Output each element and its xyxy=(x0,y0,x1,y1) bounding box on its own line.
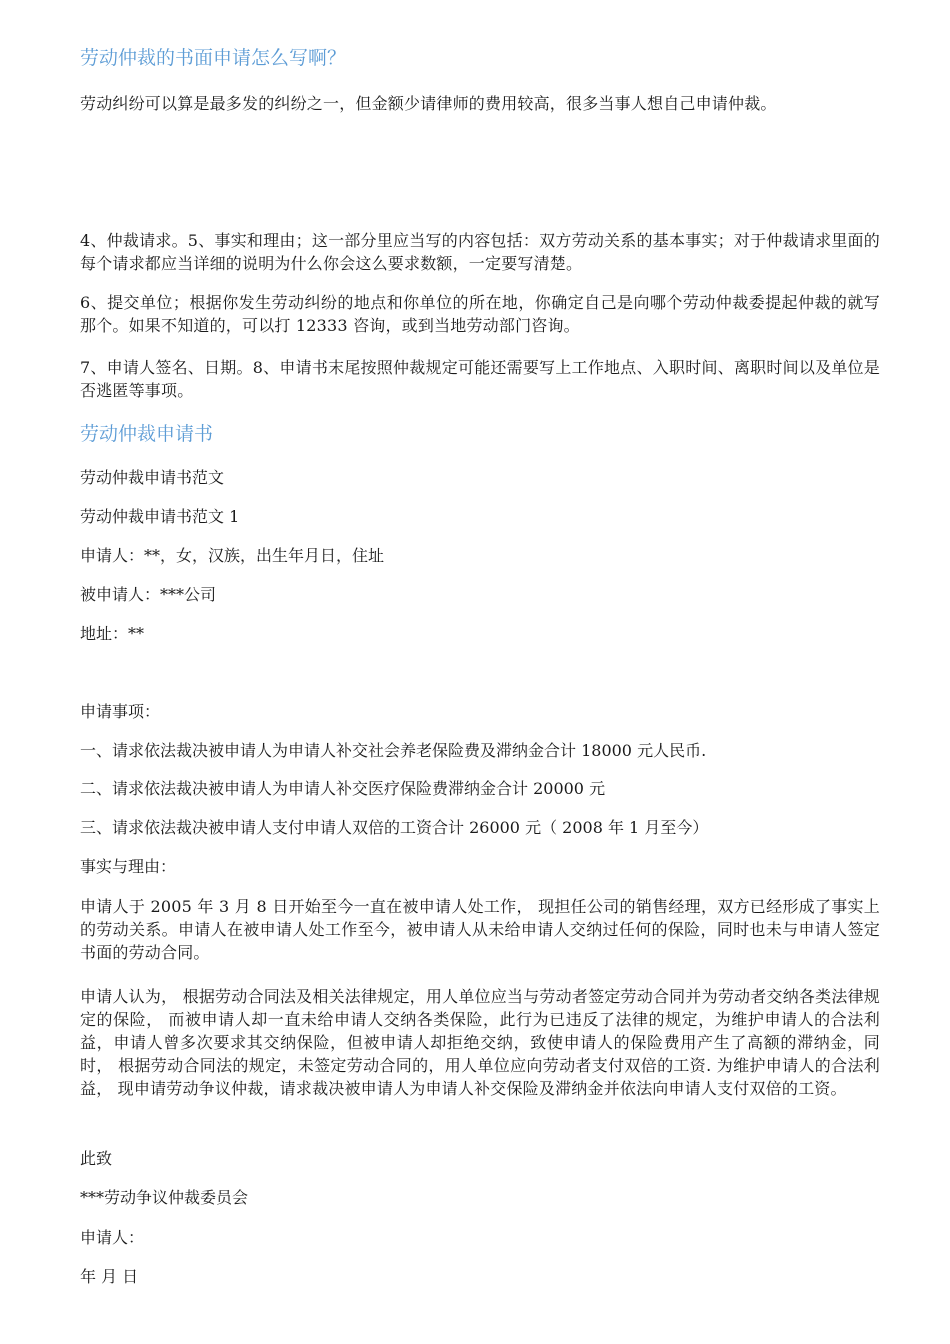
intro-paragraph: 劳动纠纷可以算是最多发的纠纷之一，但金额少请律师的费用较高，很多当事人想自己申请仲裁。 xyxy=(80,94,777,113)
signature-label: 申请人： xyxy=(80,1228,145,1247)
sample-heading-1: 劳动仲裁申请书范文 1 xyxy=(80,507,240,526)
paragraph-signature-date: 7、申请人签名、日期。8、申请书末尾按照仲裁规定可能还需要写上工作地点、入职时间、离职时间以及单位是否逃匿等事项。 xyxy=(80,358,880,400)
claim-item-1: 一、请求依法裁决被申请人为申请人补交社会养老保险费及滞纳金合计 18000 元人民币. xyxy=(80,741,707,760)
committee-line: ***劳动争议仲裁委员会 xyxy=(80,1188,249,1207)
date-label: 年 月 日 xyxy=(80,1267,139,1286)
claim-item-3: 三、请求依法裁决被申请人支付申请人双倍的工资合计 26000 元（ 2008 年 1 月至今） xyxy=(80,818,709,837)
paragraph-claims-facts: 4、仲裁请求。5、事实和理由；这一部分里应当写的内容包括：双方劳动关系的基本事实；对于仲裁请求里面的每个请求都应当详细的说明为什么你会这么要求数额，一定要写清楚。 xyxy=(80,231,880,273)
address-line: 地址：** xyxy=(80,624,145,643)
facts-paragraph-2: 申请人认为， 根据劳动合同法及相关法律规定，用人单位应当与劳动者签定劳动合同并为劳动者交纳各类法律规定的保险， 而被申请人却一直未给申请人交纳各类保险，此行为已违反了法律的规定，为维护申请人的合法利益，申请人曾多次要求其交纳保险，但被申请人却拒绝交纳，致使申请人的保险费用产生了高额的滞纳金，同时， 根据劳动合同法的规定，未签定劳动合同的，用人单位应向劳动者支付双倍的工资. 为维护申请人的合法利益， 现申请劳动争议仲裁，请求裁决被申请人为申请人补交保险及滞纳金并依法向申请人支付双倍的工资。 xyxy=(80,987,880,1098)
sample-heading: 劳动仲裁申请书范文 xyxy=(80,468,225,487)
applicant-line: 申请人：**，女，汉族，出生年月日，住址 xyxy=(80,546,385,565)
respondent-line: 被申请人：***公司 xyxy=(80,585,217,604)
paragraph-submission-unit: 6、提交单位；根据你发生劳动纠纷的地点和你单位的所在地，你确定自己是向哪个劳动仲裁委提起仲裁的就写那个。如果不知道的，可以打 12333 咨询，或到当地劳动部门咨询。 xyxy=(80,293,880,335)
section-title: 劳动仲裁申请书 xyxy=(80,423,214,445)
claims-label: 申请事项： xyxy=(80,702,161,721)
article-title: 劳动仲裁的书面申请怎么写啊？ xyxy=(80,47,347,69)
closing-line: 此致 xyxy=(80,1149,113,1168)
facts-paragraph-1: 申请人于 2005 年 3 月 8 日开始至今一直在被申请人处工作， 现担任公司的销售经理，双方已经形成了事实上的劳动关系。申请人在被申请人处工作至今，被申请人从未给申请人交纳过任何的保险，同时也未与申请人签定书面的劳动合同。 xyxy=(80,897,880,962)
claim-item-2: 二、请求依法裁决被申请人为申请人补交医疗保险费滞纳金合计 20000 元 xyxy=(80,779,606,798)
facts-label: 事实与理由： xyxy=(80,857,177,876)
